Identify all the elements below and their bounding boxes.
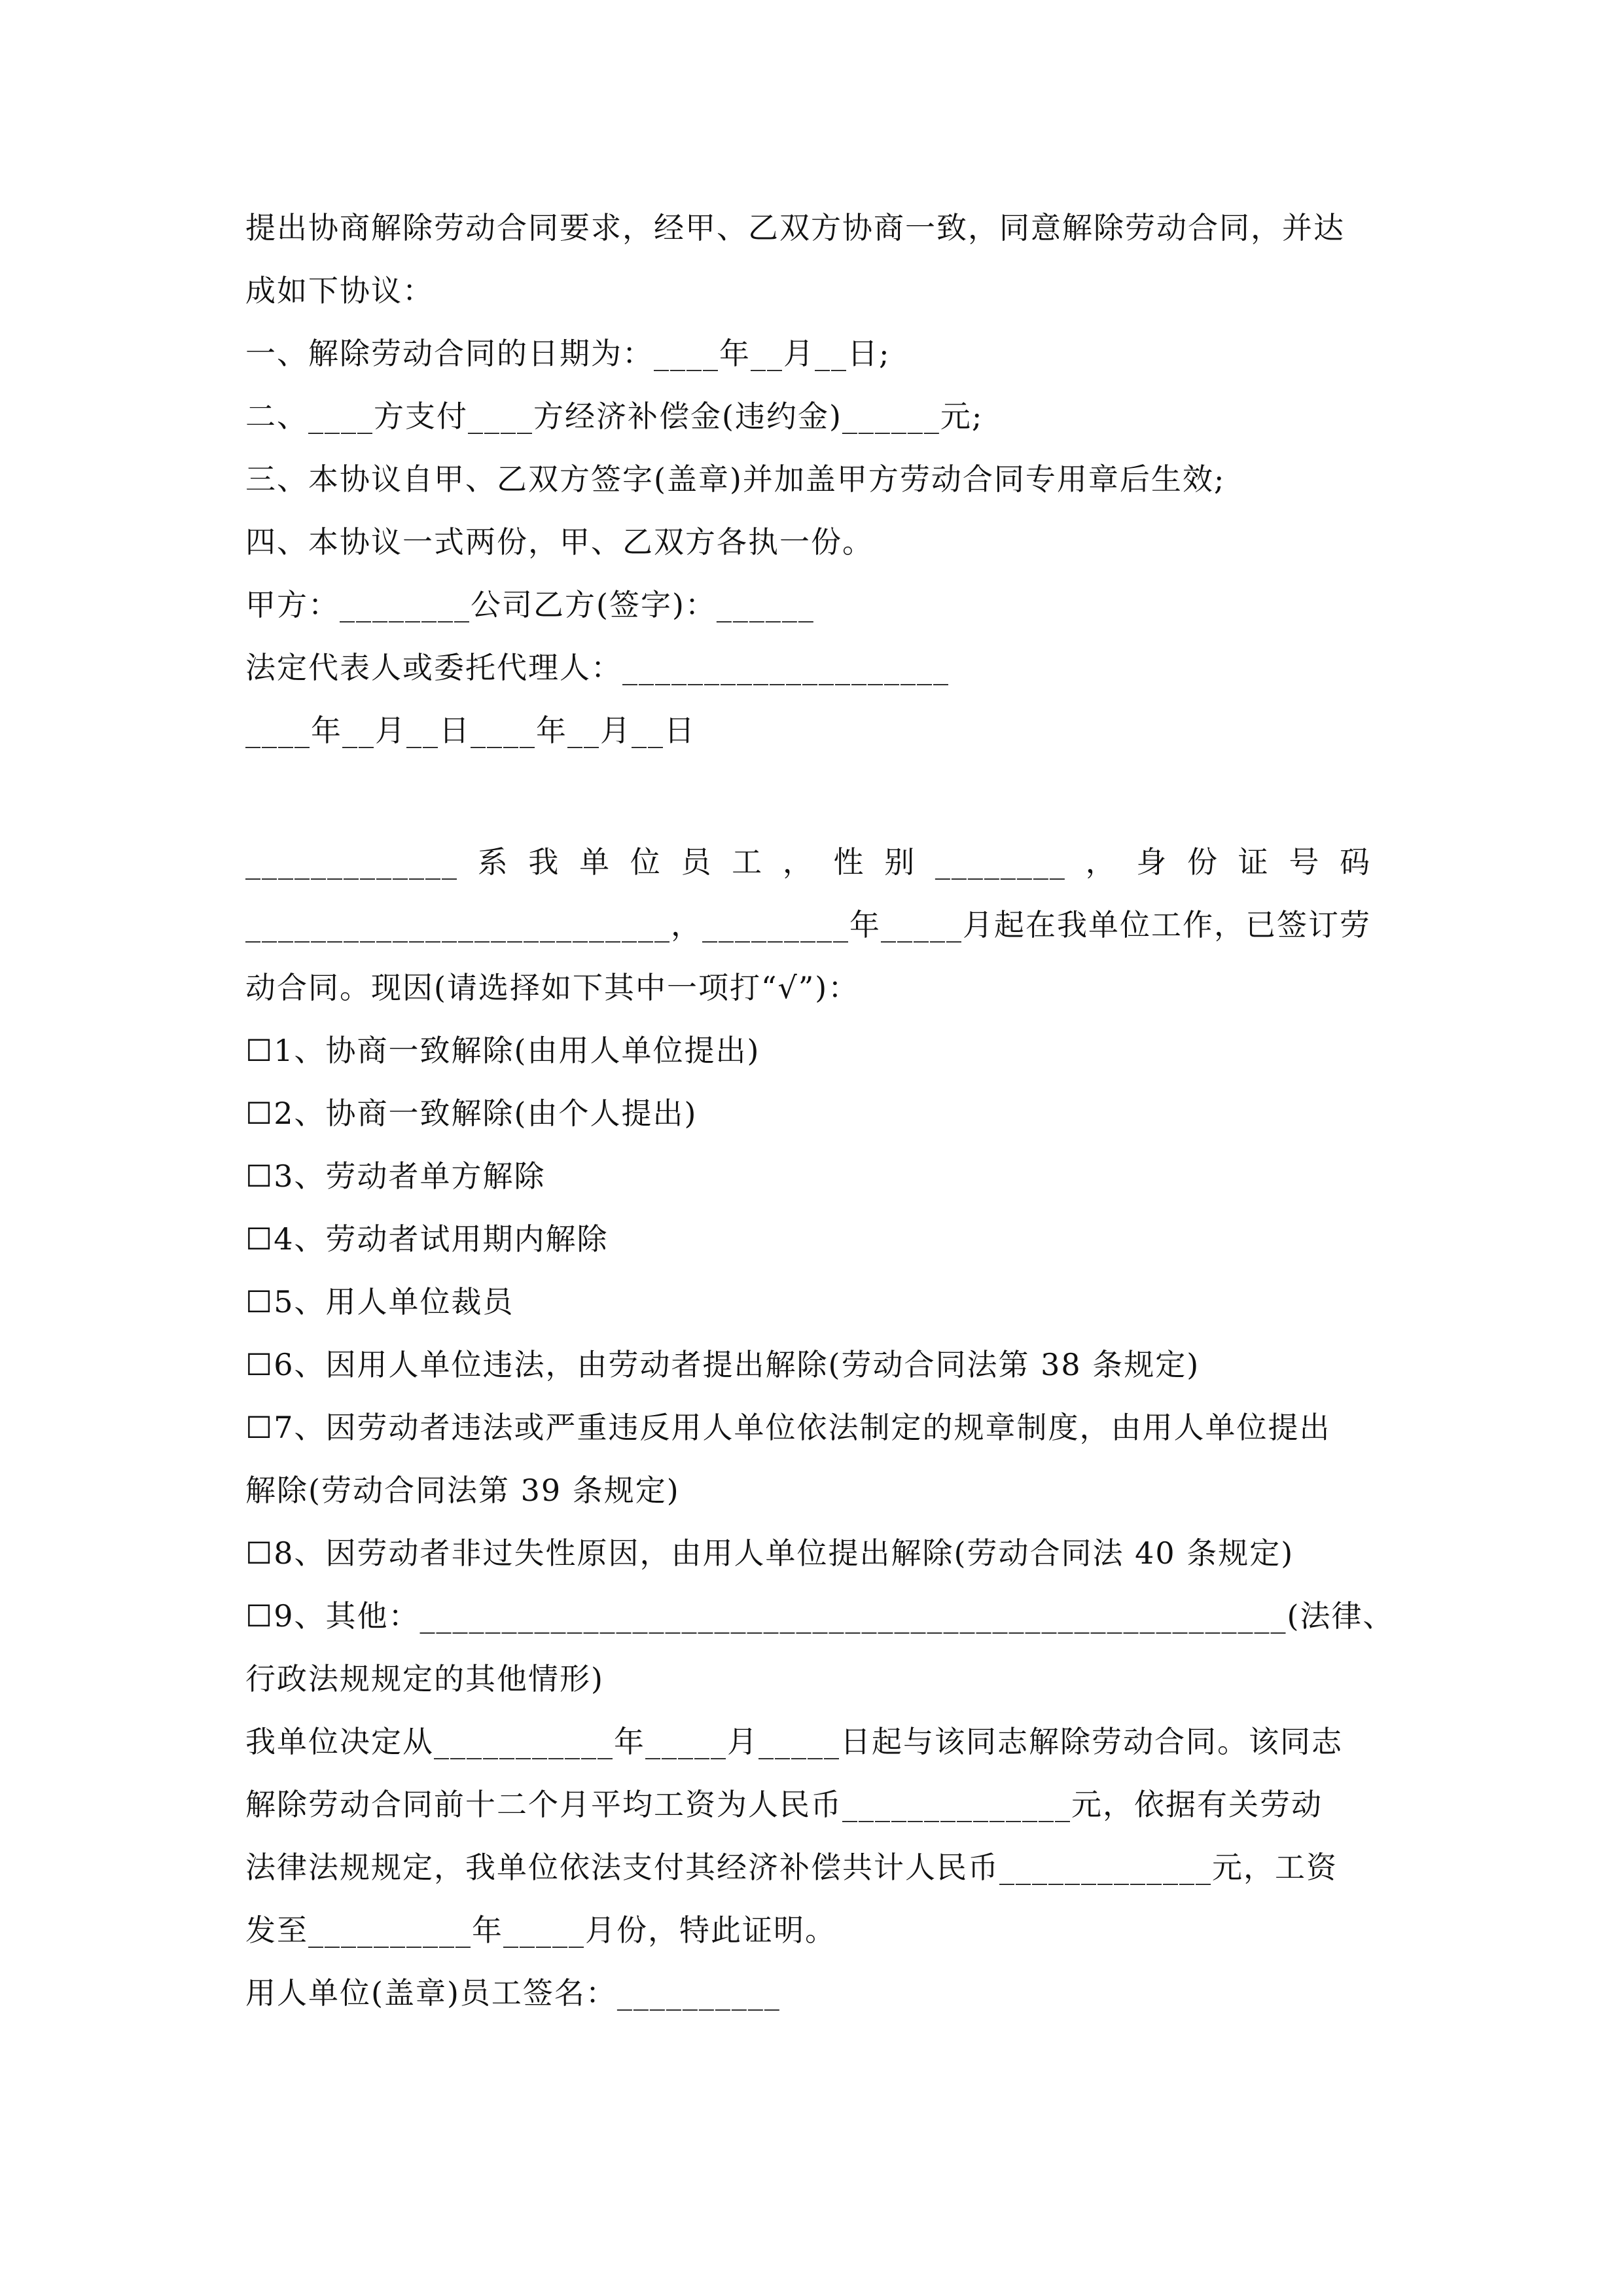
char-1: 系 — [477, 844, 509, 880]
option-8: ☐8、因劳动者非过失性原因，由用人单位提出解除(劳动合同法 40 条规定) — [245, 1535, 1294, 1571]
agreement-item-2: 二、____方支付____方经济补偿金(违约金)______元; — [245, 399, 984, 434]
agreement-intro-line-2: 成如下协议： — [245, 273, 434, 308]
agreement-item-3: 三、本协议自甲、乙双方签字(盖章)并加盖甲方劳动合同专用章后生效; — [245, 461, 1226, 497]
char-4: 位 — [630, 844, 662, 880]
option-2: ☐2、协商一致解除(由个人提出) — [245, 1096, 698, 1131]
decision-line-2: 解除劳动合同前十二个月平均工资为人民币______________元，依据有关劳动 — [245, 1787, 1323, 1822]
gender-blank: ________ — [935, 844, 1066, 880]
signature-line: 用人单位(盖章)员工签名：__________ — [245, 1975, 781, 2011]
decision-line-4: 发至__________年_____月份，特此证明。 — [245, 1912, 836, 1948]
decision-line-3: 法律法规规定，我单位依法支付其经济补偿共计人民币_____________元，工资 — [245, 1850, 1338, 1885]
option-4: ☐4、劳动者试用期内解除 — [245, 1221, 609, 1257]
comma: ， — [1085, 844, 1117, 880]
option-1: ☐1、协商一致解除(由用人单位提出) — [245, 1033, 760, 1068]
employee-name-blank: _____________ — [245, 844, 458, 880]
char-9: 别 — [884, 844, 916, 880]
agreement-representative-line: 法定代表人或委托代理人：____________________ — [245, 650, 950, 685]
char-2: 我 — [528, 844, 560, 880]
char-7: ， — [782, 844, 814, 880]
agreement-intro-line-1: 提出协商解除劳动合同要求，经甲、乙双方协商一致，同意解除劳动合同，并达 — [245, 210, 1345, 245]
option-3: ☐3、劳动者单方解除 — [245, 1158, 546, 1194]
char-8: 性 — [833, 844, 865, 880]
option-6: ☐6、因用人单位违法，由劳动者提出解除(劳动合同法第 38 条规定) — [245, 1347, 1200, 1382]
option-9: ☐9、其他：_____________________________________________________(法律、 — [245, 1598, 1395, 1634]
id-char-4: 号 — [1289, 844, 1321, 880]
option-7: ☐7、因劳动者违法或严重违反用人单位依法制定的规章制度，由用人单位提出 — [245, 1410, 1331, 1445]
char-3: 单 — [579, 844, 611, 880]
agreement-party-line: 甲方：________公司乙方(签字)：______ — [245, 587, 815, 622]
char-5: 员 — [681, 844, 713, 880]
option-5: ☐5、用人单位裁员 — [245, 1284, 514, 1319]
option-7-continued: 解除(劳动合同法第 39 条规定) — [245, 1473, 680, 1508]
id-char-3: 证 — [1238, 844, 1270, 880]
decision-line-1: 我单位决定从___________年_____月_____日起与该同志解除劳动合同。该同志 — [245, 1724, 1343, 1759]
certificate-line-3: 动合同。现因(请选择如下其中一项打“√”)： — [245, 970, 860, 1005]
char-6: 工 — [732, 844, 764, 880]
option-9-continued: 行政法规规定的其他情形) — [245, 1661, 604, 1696]
certificate-line-1 — [245, 842, 1371, 882]
id-char-1: 身 — [1136, 844, 1168, 880]
agreement-date-line: ____年__月__日____年__月__日 — [245, 713, 696, 748]
agreement-item-4: 四、本协议一式两份，甲、乙双方各执一份。 — [245, 524, 874, 560]
certificate-line-2: __________________________，_________年_____月起在我单位工作，已签订劳 — [245, 907, 1371, 942]
agreement-item-1: 一、解除劳动合同的日期为：____年__月__日; — [245, 336, 891, 371]
id-char-5: 码 — [1340, 844, 1371, 880]
id-char-2: 份 — [1186, 844, 1219, 880]
